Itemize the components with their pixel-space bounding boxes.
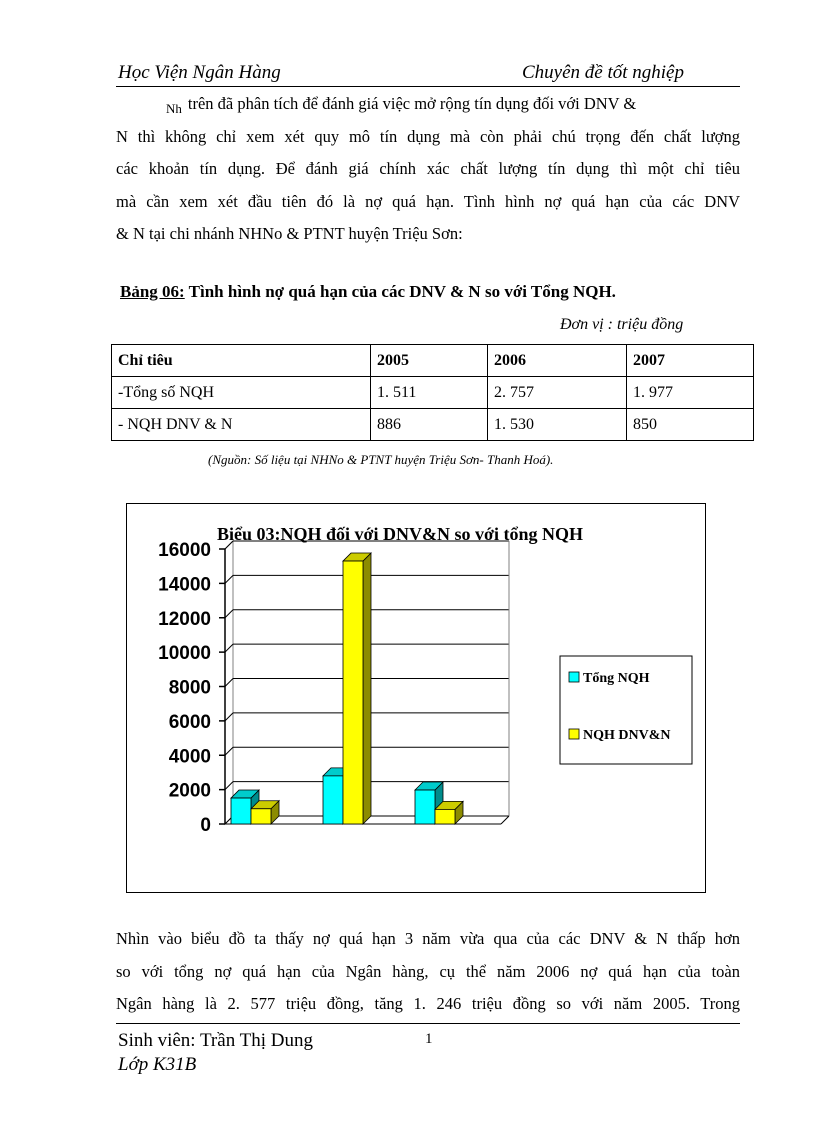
legend-label: NQH DNV&N — [583, 728, 671, 743]
header-institution: Học Viện Ngân Hàng — [118, 62, 281, 83]
footer-student: Sinh viên: Trần Thị Dung — [118, 1030, 313, 1051]
legend-label: Tổng NQH — [583, 671, 650, 686]
y-tick-label: 8000 — [168, 677, 211, 699]
intro-line-5: & N tại chi nhánh NHNo & PTNT huyện Triệu Sơn: — [116, 224, 463, 243]
legend-swatch — [569, 729, 579, 739]
table-title-text: Tình hình nợ quá hạn của các DNV & N so với Tổng NQH. — [184, 282, 616, 301]
bar — [415, 790, 435, 824]
y-tick-label: 14000 — [158, 574, 211, 596]
footer-class: Lớp K31B — [118, 1054, 197, 1075]
footer-rule — [116, 1023, 740, 1024]
table-header-cell: 2005 — [371, 345, 488, 377]
header-rule — [116, 86, 740, 87]
table-cell: - NQH DNV & N — [112, 409, 371, 441]
y-tick-label: 10000 — [158, 643, 211, 665]
y-tick-label: 4000 — [168, 746, 211, 768]
table-source: (Nguồn: Số liệu tại NHNo & PTNT huyện Triệu Sơn- Thanh Hoá). — [208, 452, 554, 467]
table-cell: -Tổng số NQH — [112, 377, 371, 409]
table-cell: 886 — [371, 409, 488, 441]
y-tick-label: 6000 — [168, 711, 211, 733]
table-cell: 2. 757 — [488, 377, 627, 409]
intro-line-2: N thì không chỉ xem xét quy mô tín dụng mà còn phải chú trọng đến chất lượng — [116, 126, 740, 146]
intro-lead: Nh — [166, 101, 182, 116]
intro-line-1: $_{Nh}$ trên đã phân tích để đánh giá việc mở rộng tín dụng đối với DNV & — [166, 94, 637, 116]
table-row — [112, 409, 754, 441]
table-cell: 1. 511 — [371, 377, 488, 409]
bar — [323, 776, 343, 824]
table-title — [120, 282, 616, 302]
chart-title: Biểu 03:NQH đối với DNV&N so với tổng NQH — [217, 524, 583, 544]
intro-paragraph — [116, 88, 740, 251]
analysis-line-1: Nhìn vào biểu đồ ta thấy nợ quá hạn 3 năm vừa qua của các DNV & N thấp hơn — [116, 929, 740, 948]
table-cell: 1. 977 — [627, 377, 754, 409]
table-header-cell: Chỉ tiêu — [112, 345, 371, 377]
bar-side — [363, 553, 371, 824]
table-cell: 1. 530 — [488, 409, 627, 441]
analysis-line-2: so với tổng nợ quá hạn của Ngân hàng, cụ thể năm 2006 nợ quá hạn của toàn — [116, 961, 740, 981]
table-header-row — [112, 345, 754, 377]
table-cell: 850 — [627, 409, 754, 441]
x-axis-depth — [501, 816, 509, 824]
intro-line-3: các khoản tín dụng. Để đánh giá chính xác chất lượng tín dụng thì một chỉ tiêu — [116, 159, 740, 178]
y-tick-label: 16000 — [158, 540, 211, 561]
page-number: 1 — [425, 1031, 433, 1047]
bar — [435, 809, 455, 824]
overdue-debt-table — [111, 344, 754, 441]
intro-line-4: mà cần xem xét đầu tiên đó là nợ quá hạn. Tình hình nợ quá hạn của các DNV — [116, 191, 740, 211]
table-header-cell: 2007 — [627, 345, 754, 377]
table-unit: Đơn vị : triệu đồng — [560, 316, 684, 333]
legend-swatch — [569, 672, 579, 682]
table-header-cell: 2006 — [488, 345, 627, 377]
y-tick-label: 12000 — [158, 608, 211, 630]
analysis-line-3: Ngân hàng là 2. 577 triệu đồng, tăng 1. 246 triệu đồng so với năm 2005. Trong — [116, 994, 740, 1013]
bar — [231, 798, 251, 824]
bar — [343, 561, 363, 824]
header-doc-type: Chuyên đề tốt nghiệp — [522, 62, 684, 83]
table-title-label: Bảng 06: — [120, 282, 185, 301]
bar-chart — [127, 504, 705, 892]
analysis-paragraph — [116, 923, 740, 1021]
table-row — [112, 377, 754, 409]
y-tick-label: 2000 — [168, 780, 211, 802]
y-tick-label: 0 — [200, 815, 211, 836]
chart-frame — [126, 503, 706, 893]
bar — [251, 809, 271, 824]
